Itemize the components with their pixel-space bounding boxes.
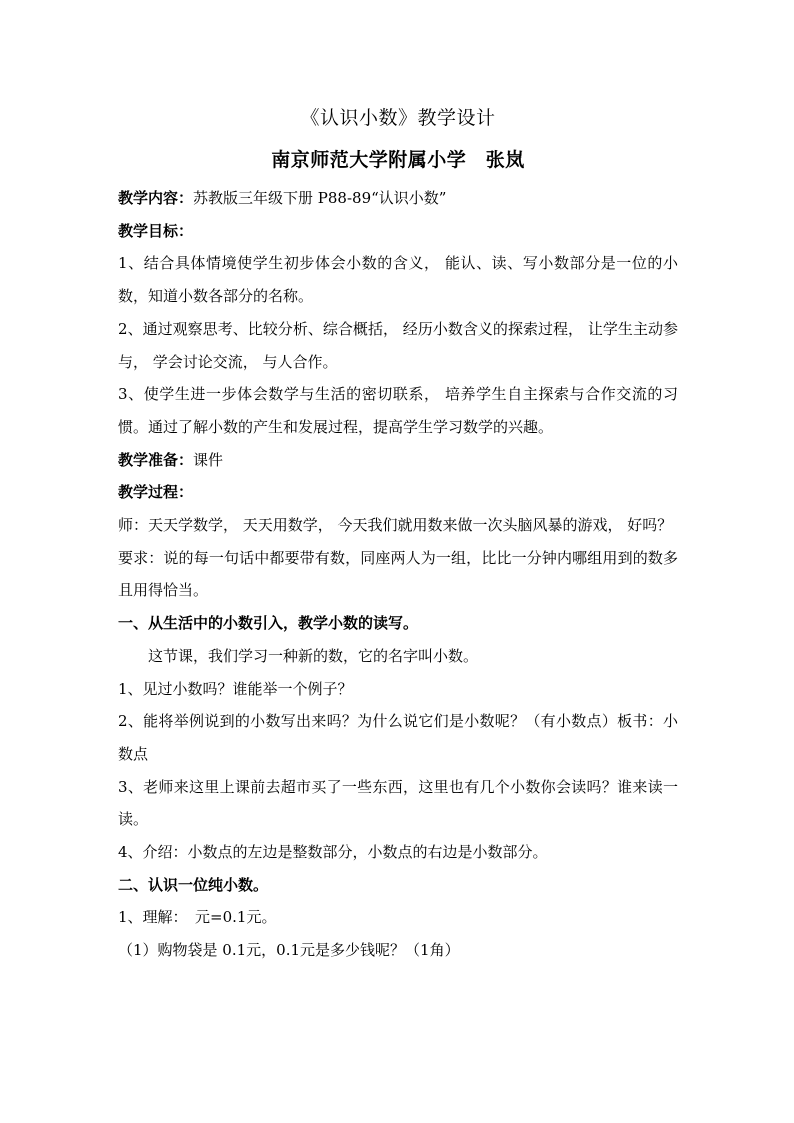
document-title: 《认识小数》教学设计 bbox=[300, 107, 496, 129]
teaching-process-heading: 教学过程： bbox=[118, 483, 194, 502]
section-1-item-2: 2、能将举例说到的小数写出来吗？为什么说它们是小数呢？（有小数点）板书：小数点 bbox=[118, 712, 678, 763]
goal-item-3: 3、使学生进一步体会数学与生活的密切联系， 培养学生自主探索与合作交流的习惯。通过了解小数的产生和发展过程，提高学生学习数学的兴趣。 bbox=[118, 385, 678, 436]
section-1-heading: 一、从生活中的小数引入，教学小数的读写。 bbox=[118, 614, 419, 633]
teaching-goals-heading: 教学目标： bbox=[118, 221, 194, 240]
section-1-item-1: 1、见过小数吗？谁能举一个例子？ bbox=[118, 679, 353, 698]
section-1-item-3: 3、老师来这里上课前去超市买了一些东西，这里也有几个小数你会读吗？谁来读一读。 bbox=[118, 777, 678, 829]
section-2-item-2: （1）购物袋是 0.1元，0.1元是多少钱呢？（1角） bbox=[118, 941, 460, 960]
teaching-prep-value: 课件 bbox=[193, 450, 224, 469]
goal-item-1: 1、结合具体情境使学生初步体会小数的含义， 能认、读、写小数部分是一位的小数，知道小数各部分的名称。 bbox=[118, 254, 678, 306]
section-2-heading: 二、认识一位纯小数。 bbox=[118, 875, 269, 894]
requirement-line: 要求：说的每一句话中都要带有数，同座两人为一组，比比一分钟内哪组用到的数多且用得恰当。 bbox=[118, 548, 678, 600]
teaching-prep-line bbox=[118, 444, 678, 477]
section-1-intro: 这节课，我们学习一种新的数，它的名字叫小数。 bbox=[148, 646, 479, 665]
teaching-content-label: 教学内容： bbox=[118, 189, 194, 207]
teaching-content-line bbox=[118, 182, 678, 215]
section-1-item-4: 4、介绍：小数点的左边是整数部分，小数点的右边是小数部分。 bbox=[118, 843, 548, 862]
teaching-prep-label: 教学准备： bbox=[118, 450, 194, 469]
document-subtitle: 南京师范大学附属小学 张岚 bbox=[271, 149, 525, 171]
document-body bbox=[118, 104, 678, 967]
teacher-line: 师：天天学数学， 天天用数学， 今天我们就用数来做一次头脑风暴的游戏， 好吗？ bbox=[118, 516, 673, 535]
goal-item-2: 2、通过观察思考、比较分析、综合概括， 经历小数含义的探索过程， 让学生主动参与， 学会讨论交流， 与人合作。 bbox=[118, 319, 678, 371]
teaching-content-value: 苏教版三年级下册 P88-89“认识小数” bbox=[193, 189, 447, 207]
section-2-item-1: 1、理解： 元=0.1元。 bbox=[118, 908, 277, 927]
